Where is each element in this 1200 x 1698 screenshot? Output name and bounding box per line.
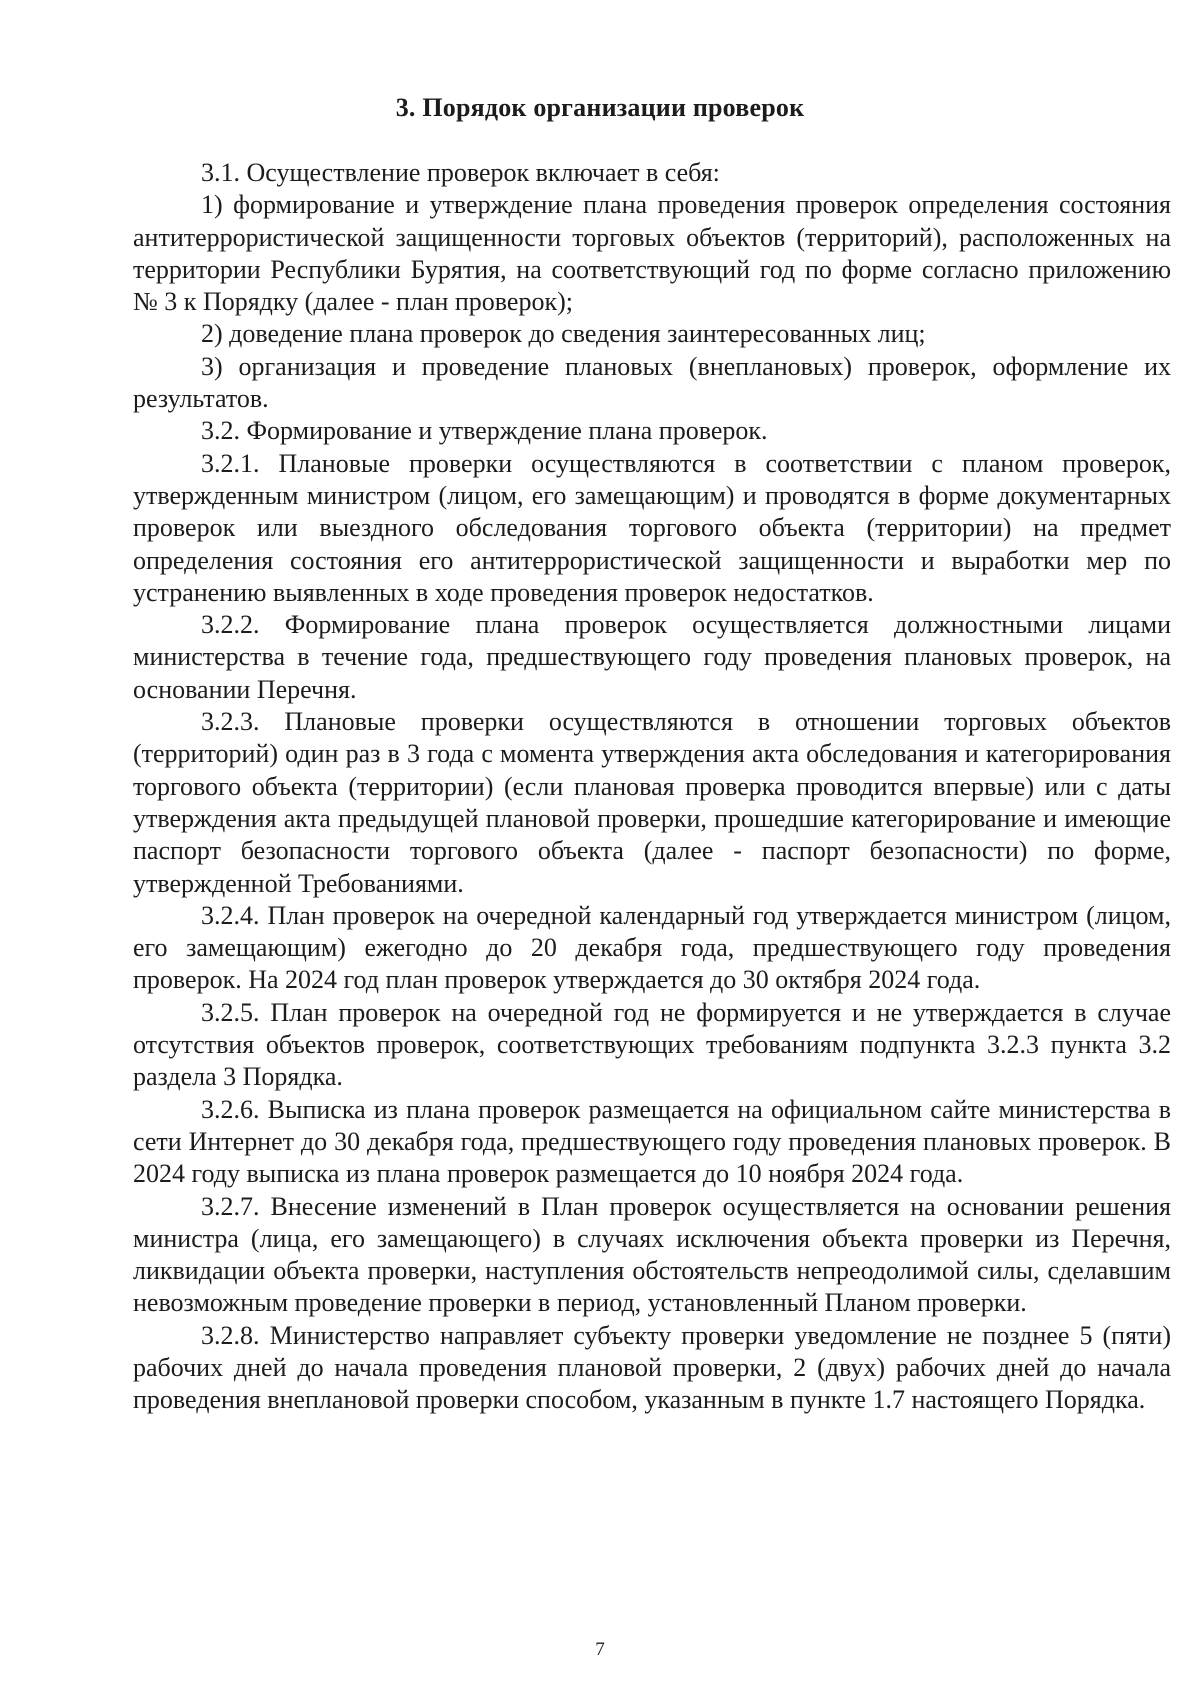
paragraph-3-2-6: 3.2.6. Выписка из плана проверок размещается на официальном сайте министерства в сети Интернет до 30 декабря года, предшествующего году проведения плановых проверок. В 2024 году выписка из плана проверок размещается до 10 ноября 2024 года.	[133, 1094, 1171, 1189]
paragraph-3-1-item-2: 2) доведение плана проверок до сведения заинтересованных лиц;	[201, 319, 926, 349]
page-number: 7	[595, 1639, 605, 1660]
paragraph-3-1: 3.1. Осуществление проверок включает в себя:	[201, 158, 720, 187]
paragraph-3-2-8: 3.2.8. Министерство направляет субъекту проверки уведомление не позднее 5 (пяти) рабочих дней до начала проведения плановой проверки, 2 (двух) рабочих дней до начала проведения внеплановой проверки способом, указанным в пункте 1.7 настоящего Порядка.	[133, 1320, 1171, 1415]
paragraph-3-1-item-1: 1) формирование и утверждение плана проведения проверок определения состояния антитеррористической защищенности торговых объектов (территорий), расположенных на территории Республики Бурятия, на соответствующий год по форме согласно приложению № 3 к Порядку (далее - план проверок);	[133, 190, 1171, 317]
paragraph-3-2-4: 3.2.4. План проверок на очередной календарный год утверждается министром (лицом, его замещающим) ежегодно до 20 декабря года, предшествующего году проведения проверок. На 2024 год план проверок утверждается до 30 октября 2024 года.	[133, 900, 1171, 995]
paragraph-3-2: 3.2. Формирование и утверждение плана проверок.	[201, 416, 768, 446]
paragraph-3-1-item-3: 3) организация и проведение плановых (внеплановых) проверок, оформление их результатов.	[133, 351, 1171, 414]
section-heading: 3. Порядок организации проверок	[395, 93, 805, 122]
paragraph-3-2-1: 3.2.1. Плановые проверки осуществляются в соответствии с планом проверок, утвержденным министром (лицом, его замещающим) и проводятся в форме документарных проверок или выездного обследования торгового объекта (территории) на предмет определения состояния его антитеррористической защищенности и выработки мер по устранению выявленных в ходе проведения проверок недостатков.	[133, 448, 1171, 607]
document-body	[133, 157, 1171, 1417]
paragraph-3-2-5: 3.2.5. План проверок на очередной год не формируется и не утверждается в случае отсутствия объектов проверок, соответствующих требованиям подпункта 3.2.3 пункта 3.2 раздела 3 Порядка.	[133, 997, 1171, 1092]
paragraph-3-2-7: 3.2.7. Внесение изменений в План проверок осуществляется на основании решения министра (лица, его замещающего) в случаях исключения объекта проверки из Перечня, ликвидации объекта проверки, наступления обстоятельств непреодолимой силы, сделавшим невозможным проведение проверки в период, установленный Планом проверки.	[133, 1191, 1171, 1318]
paragraph-3-2-2: 3.2.2. Формирование плана проверок осуществляется должностными лицами министерства в течение года, предшествующего году проведения плановых проверок, на основании Перечня.	[133, 610, 1171, 704]
paragraph-3-2-3: 3.2.3. Плановые проверки осуществляются в отношении торговых объектов (территорий) один раз в 3 года с момента утверждения акта обследования и категорирования торгового объекта (территории) (если плановая проверка проводится впервые) или с даты утверждения акта предыдущей плановой проверки, прошедшие категорирование и имеющие паспорт безопасности торгового объекта (далее - паспорт безопасности) по форме, утвержденной Требованиями.	[133, 707, 1171, 898]
